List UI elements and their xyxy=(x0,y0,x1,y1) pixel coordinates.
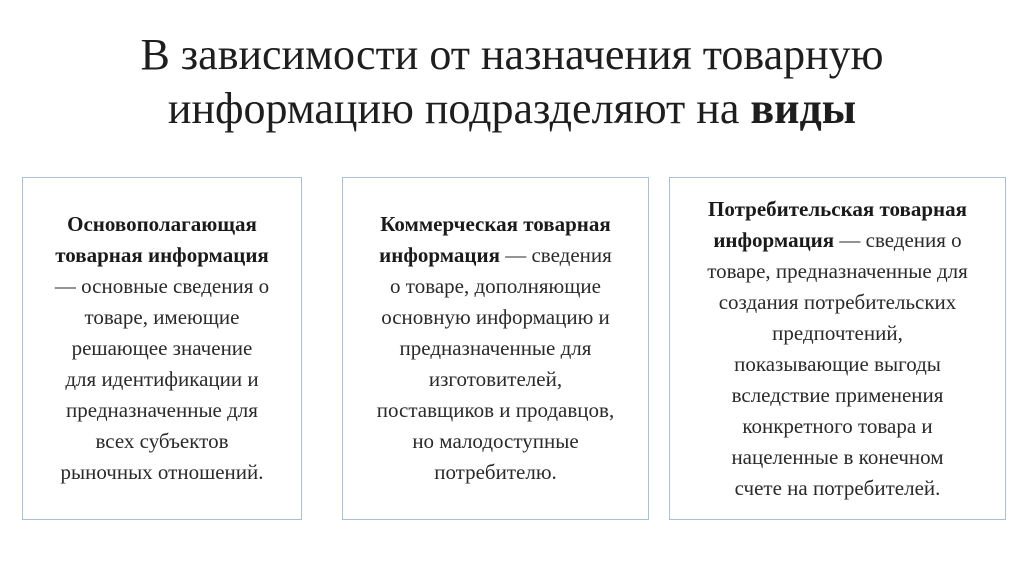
card-consumer-term-1: Потребительская товарная xyxy=(708,196,967,221)
card-consumer-def-2: создания потребительских xyxy=(718,289,957,314)
card-consumer-def-7: нацеленные в конечном xyxy=(731,444,944,469)
card-commercial-text xyxy=(377,209,614,488)
card-commercial-info xyxy=(342,177,649,520)
title-bold-word: виды xyxy=(750,84,857,133)
title-line-2-text: информацию подразделяют на xyxy=(167,84,751,133)
card-consumer-def-3: предпочтений, xyxy=(772,320,903,345)
card-consumer-def-4: показывающие выгоды xyxy=(734,351,941,376)
card-fundamental-def-5: предназначенные для xyxy=(66,398,258,422)
card-consumer-def-1: товаре, предназначенные для xyxy=(707,258,968,283)
card-consumer-text xyxy=(707,194,968,504)
title-line-1: В зависимости от назначения товарную xyxy=(140,30,884,79)
card-fundamental-term-2: товарная информация xyxy=(55,243,269,267)
card-commercial-def-7: потребителю. xyxy=(434,460,557,484)
card-commercial-term-2: информация xyxy=(379,243,500,267)
card-fundamental-def-6: всех субъектов xyxy=(95,429,229,453)
card-fundamental-def-2: товаре, имеющие xyxy=(84,305,240,329)
card-commercial-def-5: поставщиков и продавцов, xyxy=(376,398,615,422)
card-consumer-def-first: — сведения о xyxy=(834,227,962,252)
card-fundamental-text xyxy=(55,209,269,488)
card-consumer-term-2: информация xyxy=(713,227,835,252)
card-consumer-def-5: вследствие применения xyxy=(731,382,944,407)
card-consumer-def-6: конкретного товара и xyxy=(742,413,933,438)
card-commercial-term-1: Коммерческая товарная xyxy=(380,212,611,236)
card-fundamental-def-4: для идентификации и xyxy=(65,367,259,391)
card-commercial-def-first: — сведения xyxy=(499,243,612,267)
card-fundamental-term-1: Основополагающая xyxy=(67,212,257,236)
card-fundamental-def-7: рыночных отношений. xyxy=(60,460,264,484)
card-consumer-def-8: счете на потребителей. xyxy=(734,475,941,500)
card-commercial-def-3: предназначенные для xyxy=(399,336,592,360)
card-consumer-info xyxy=(669,177,1006,520)
card-fundamental-def-3: решающее значение xyxy=(71,336,253,360)
card-commercial-def-4: изготовителей, xyxy=(428,367,563,391)
card-commercial-def-1: о товаре, дополняющие xyxy=(390,274,601,298)
card-commercial-def-2: основную информацию и xyxy=(381,305,610,329)
title-line-2 xyxy=(0,82,1024,136)
page-title xyxy=(0,28,1024,136)
card-fundamental-def-1: — основные сведения о xyxy=(54,274,270,298)
card-fundamental-info xyxy=(22,177,302,520)
card-commercial-def-6: но малодоступные xyxy=(412,429,579,453)
